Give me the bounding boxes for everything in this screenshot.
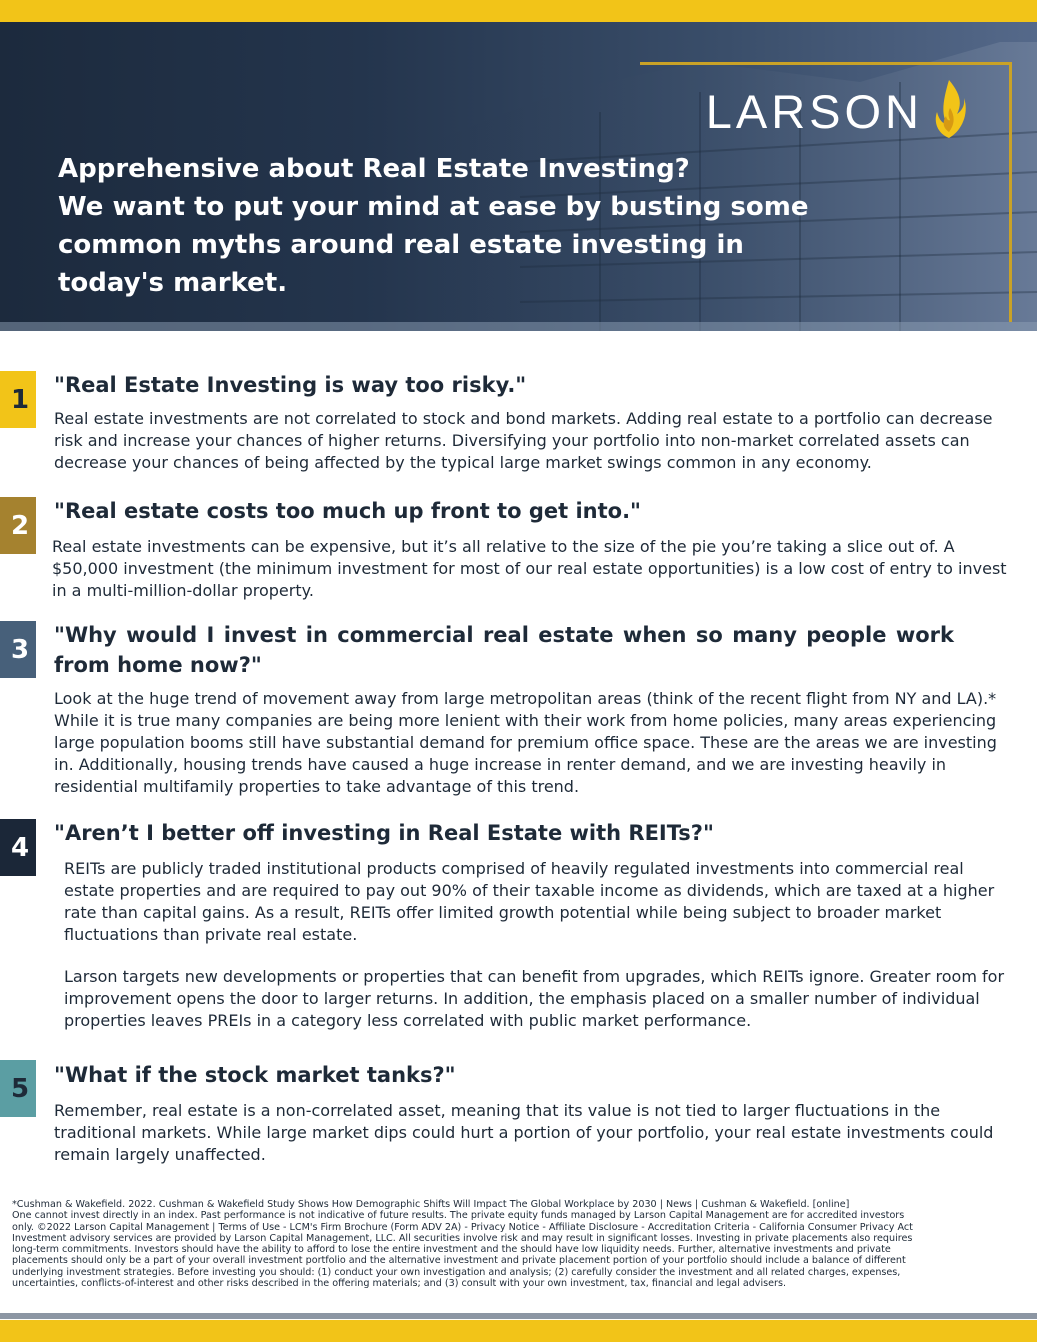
myth-number-badge: 3 <box>0 621 36 678</box>
footnote-line: only. ©2022 Larson Capital Management | Terms of Use - LCM's Firm Brochure (Form ADV 2A) - Privacy Notice - Affiliate Disclosure - Accreditation Criteria - California Consumer Privacy Act <box>12 1221 913 1233</box>
footnote-line: uncertainties, conflicts-of-interest and other risks described in the offering materials; and (3) consult with your own investment, tax, financial and legal advisers. <box>12 1278 787 1290</box>
footnote-line: placements should only be a part of your overall investment portfolio and the alternative investment and private placement portion of your portfolio should include a balance of different <box>12 1255 906 1267</box>
hero-banner <box>0 22 1037 331</box>
hero-title-line: today's market. <box>58 268 288 298</box>
myth-title: "Real estate costs too much up front to get into." <box>54 499 641 523</box>
footnote-line: underlying investment strategies. Before investing you should: (1) conduct your own investigation and analysis; (2) carefully consider the investment and all related charges, expenses, <box>12 1266 901 1278</box>
flame-icon <box>929 78 967 144</box>
myth-title: "What if the stock market tanks?" <box>54 1063 456 1087</box>
myth-body: Real estate investments are not correlated to stock and bond markets. Adding real estate to a portfolio can decrease risk and increase your chances of higher returns. Diversifying your portfolio into non-market correlated assets can decrease your chances of being affected by the typical large market swings common in any economy. <box>54 409 993 472</box>
myth-title: "Aren’t I better off investing in Real Estate with REITs?" <box>54 821 714 845</box>
hero-title <box>58 150 888 302</box>
logo-wordmark: LARSON <box>705 84 923 138</box>
disclaimer-footnote <box>12 1199 1027 1289</box>
hero-title-line: Apprehensive about Real Estate Investing? <box>58 154 690 184</box>
myth-body: Real estate investments can be expensive, but it’s all relative to the size of the pie you’re taking a slice out of. A $50,000 investment (the minimum investment for most of our real estate opportunities) is a low cost of entry to invest in a multi-million-dollar property. <box>52 537 1007 600</box>
myth-body: REITs are publicly traded institutional products comprised of heavily regulated investments into commercial real estate properties and are required to pay out 90% of their taxable income as dividends, which are taxed at a higher rate than capital gains. As a result, REITs offer limited growth potential while being subject to broader market fluctuations than private real estate. <box>64 859 995 944</box>
myth-body: Look at the huge trend of movement away from large metropolitan areas (think of the recent flight from NY and LA).* While it is true many companies are being more lenient with their work from home policies, many areas experiencing large population booms still have substantial demand for premium office space. These are the areas we are investing in. Additionally, housing trends have caused a huge increase in renter demand, and we are investing heavily in residential multifamily properties to take advantage of this trend. <box>54 689 997 796</box>
hero-title-line: common myths around real estate investing in <box>58 230 744 260</box>
footnote-line: One cannot invest directly in an index. Past performance is not indicative of future results. The private equity funds managed by Larson Capital Management are for accredited investors <box>12 1210 905 1222</box>
bottom-divider <box>0 1313 1037 1319</box>
bottom-gold-bar <box>0 1320 1037 1342</box>
myth-body-2: Larson targets new developments or properties that can benefit from upgrades, which REITs ignore. Greater room for improvement opens the door to larger returns. In addition, the emphasis placed on a smaller number of individual properties leaves PREIs in a category less correlated with public market performance. <box>64 967 1005 1030</box>
hero-title-line: We want to put your mind at ease by busting some <box>58 192 809 222</box>
myth-number-badge: 1 <box>0 371 36 428</box>
larson-logo <box>706 78 967 144</box>
footnote-line: long-term commitments. Investors should have the ability to afford to lose the entire investment and the should have low liquidity needs. Further, alternative investments and private <box>12 1244 891 1256</box>
myth-number-badge: 2 <box>0 497 36 554</box>
top-gold-bar <box>0 0 1037 22</box>
myth-number-badge: 5 <box>0 1060 36 1117</box>
myth-title: "Real Estate Investing is way too risky." <box>54 373 527 397</box>
myth-body: Remember, real estate is a non-correlated asset, meaning that its value is not tied to larger fluctuations in the traditional markets. While large market dips could hurt a portion of your portfolio, your real estate investments could remain largely unaffected. <box>54 1101 994 1164</box>
myth-number-badge: 4 <box>0 819 36 876</box>
footnote-line: *Cushman & Wakefield. 2022. Cushman & Wakefield Study Shows How Demographic Shifts Will Impact The Global Workplace by 2030 | News | Cushman & Wakefield. [online] <box>12 1199 850 1210</box>
footnote-line: Investment advisory services are provided by Larson Capital Management, LLC. All securities involve risk and may result in significant losses. Investing in private placements also requires <box>12 1232 913 1244</box>
myth-title: "Why would I invest in commercial real estate when so many people work from home now?" <box>54 623 954 677</box>
